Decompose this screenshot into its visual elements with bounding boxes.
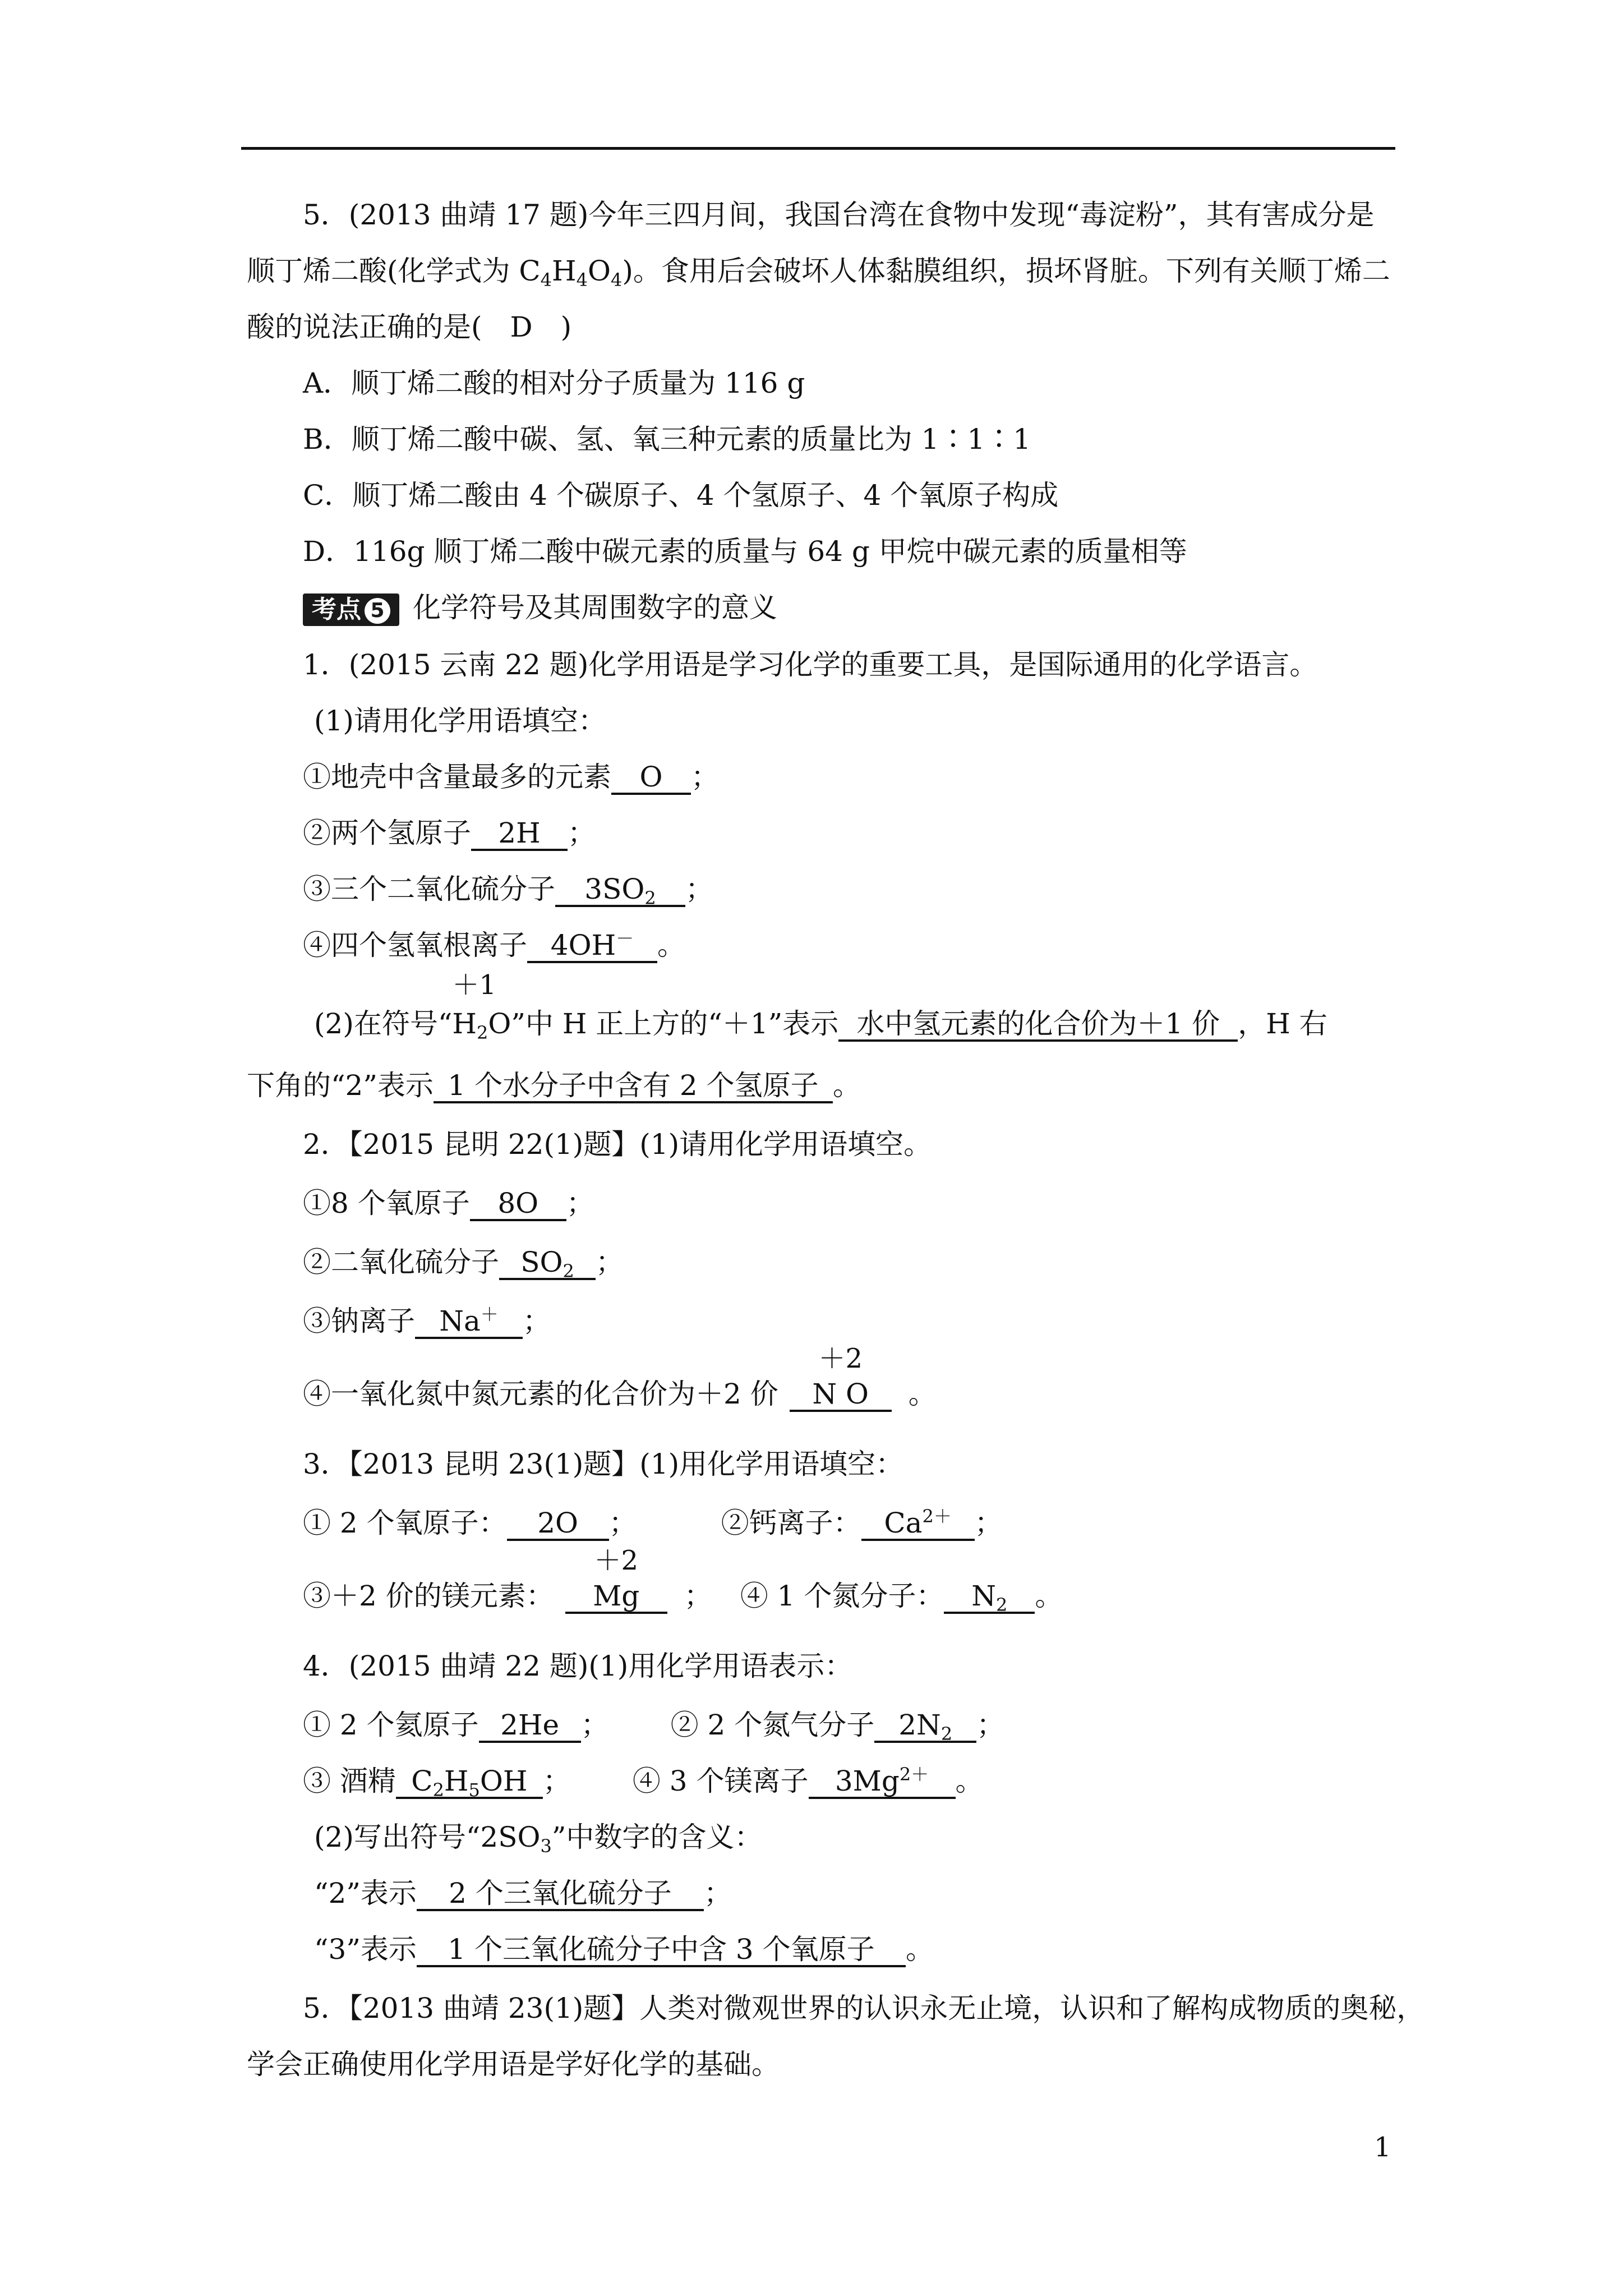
section-title: 化学符号及其周围数字的意义 (413, 591, 777, 624)
q2-item-2: ②二氧化硫分子 $SO_2$ ； (303, 1246, 624, 1282)
q3-row-2: ③＋2 价的镁元素： ＋2 Mg ； ④ 1 个氮分子： $N_2$ 。 (303, 1545, 1063, 1616)
q1-item-2: ②两个氢原子 2H ； (303, 813, 596, 853)
q1-item-1: ①地壳中含量最多的元素 O ； (303, 757, 719, 797)
answer-blank: 1 个三氧化硫分子中含 3 个氧原子 (417, 1934, 906, 1967)
q2-item-4: ④一氧化氮中氮元素的化合价为＋2 价 ＋2 N O 。 (303, 1374, 937, 1414)
answer-blank: $Ca^{2+}$ (861, 1507, 975, 1541)
q4-row-2: ③ 酒精 $C_2H_5OH$ ； ④ 3 个镁离子 $3Mg^{2+}$ 。 (303, 1764, 984, 1801)
header-rule (241, 147, 1395, 150)
answer-blank: $2N_2$ (874, 1709, 976, 1743)
answer-blank: 1 个水分子中含有 2 个氢原子 (434, 1070, 833, 1103)
q5b-line-1: 5．【2013 曲靖 23(1)题】人类对微观世界的认识永无止境，认识和了解构成物质的奥秘， (303, 1992, 1425, 2024)
q3-row-1: ① 2 个氧原子： 2O ； ②钙离子： $Ca^{2+}$ ； (303, 1503, 1003, 1543)
answer-blank: 2O (507, 1507, 609, 1541)
answer-blank: $SO_2$ (499, 1246, 596, 1280)
answer-blank: $3Mg^{2+}$ (809, 1765, 956, 1799)
answer-blank: $N_2$ (944, 1580, 1035, 1614)
answer-blank: 2He (479, 1709, 581, 1743)
q5-line-3: 酸的说法正确的是( D ) (247, 311, 572, 343)
q4-meaning-3: “3”表示 1 个三氧化硫分子中含 3 个氧原子 。 (314, 1930, 934, 1969)
q4-row-1: ① 2 个氦原子 2He ； ② 2 个氮气分子 $2N_2$ ； (303, 1709, 1005, 1745)
answer-blank: 2 个三氧化硫分子 (417, 1878, 704, 1911)
q2-item-3: ③钠离子 Na＋ ； (303, 1301, 551, 1341)
answer-blank: $3SO_2$ (555, 873, 685, 907)
answer-blank: 水中氢元素的化合价为＋1 价 (838, 1008, 1238, 1042)
q5-option-d: D．116g 顺丁烯二酸中碳元素的质量与 64 g 甲烷中碳元素的质量相等 (303, 535, 1187, 568)
kaodian-badge: 考点 5 (303, 593, 399, 626)
answer-blank: ＋2 N O (790, 1378, 892, 1412)
q2-item-1: ①8 个氧原子 8O ； (303, 1184, 594, 1223)
q1-part2-line-1: (2)在符号“ ＋1 $H_2O$”中 H 正上方的“＋1”表示 水中氢元素的化合价为＋1 价 ，H 右 (314, 969, 1327, 1043)
answer-blank: O (611, 761, 691, 795)
q2-intro: 2．【2015 昆明 22(1)题】(1)请用化学用语填空。 (303, 1128, 932, 1161)
q4-intro: 4．(2015 曲靖 22 题)(1)用化学用语表示： (303, 1650, 853, 1682)
page-number: 1 (1374, 2132, 1391, 2163)
valence-symbol: ＋1 H (452, 969, 496, 1040)
q1-intro: 1．(2015 云南 22 题)化学用语是学习化学的重要工具，是国际通用的化学语言。 (303, 648, 1318, 681)
q5-option-c: C．顺丁烯二酸由 4 个碳原子、4 个氢原子、4 个氧原子构成 (303, 479, 1059, 512)
answer-blank: 4OH－ (527, 930, 657, 963)
q5-line-1: 5．(2013 曲靖 17 题)今年三四月间，我国台湾在食物中发现“毒淀粉”，其有害成分是 (303, 199, 1375, 231)
q1-part2-line-2: 下角的“2”表示 1 个水分子中含有 2 个氢原子 。 (247, 1066, 861, 1105)
answer-blank: $C_2H_5OH$ (396, 1765, 543, 1799)
q5-line-2: 顺丁烯二酸(化学式为 $C_4H_4O_4$)。食用后会破坏人体黏膜组织，损坏肾脏。下列有关顺丁烯二 (247, 255, 1390, 291)
q3-intro: 3．【2013 昆明 23(1)题】(1)用化学用语填空： (303, 1448, 904, 1480)
q1-part1: (1)请用化学用语填空： (314, 705, 606, 737)
q1-item-3: ③三个二氧化硫分子 $3SO_2$ ； (303, 873, 713, 909)
q5-option-b: B．顺丁烯二酸中碳、氢、氧三种元素的质量比为 1∶1∶1 (303, 423, 1031, 455)
q5-option-a: A．顺丁烯二酸的相对分子质量为 116 g (303, 367, 805, 399)
q5b-line-2: 学会正确使用化学用语是学好化学的基础。 (247, 2048, 780, 2081)
answer-blank: Na＋ (415, 1305, 523, 1339)
answer-blank: 8O (470, 1188, 566, 1221)
answer-blank: ＋2 Mg (565, 1580, 667, 1614)
answer-blank: 2H (471, 817, 568, 851)
q1-item-4: ④四个氢氧根离子 4OH－ 。 (303, 926, 685, 965)
section-heading (303, 588, 777, 627)
q4-part2: (2)写出符号“$2SO_3$”中数字的含义： (314, 1821, 763, 1857)
q4-meaning-2: “2”表示 2 个三氧化硫分子 ； (314, 1874, 732, 1913)
